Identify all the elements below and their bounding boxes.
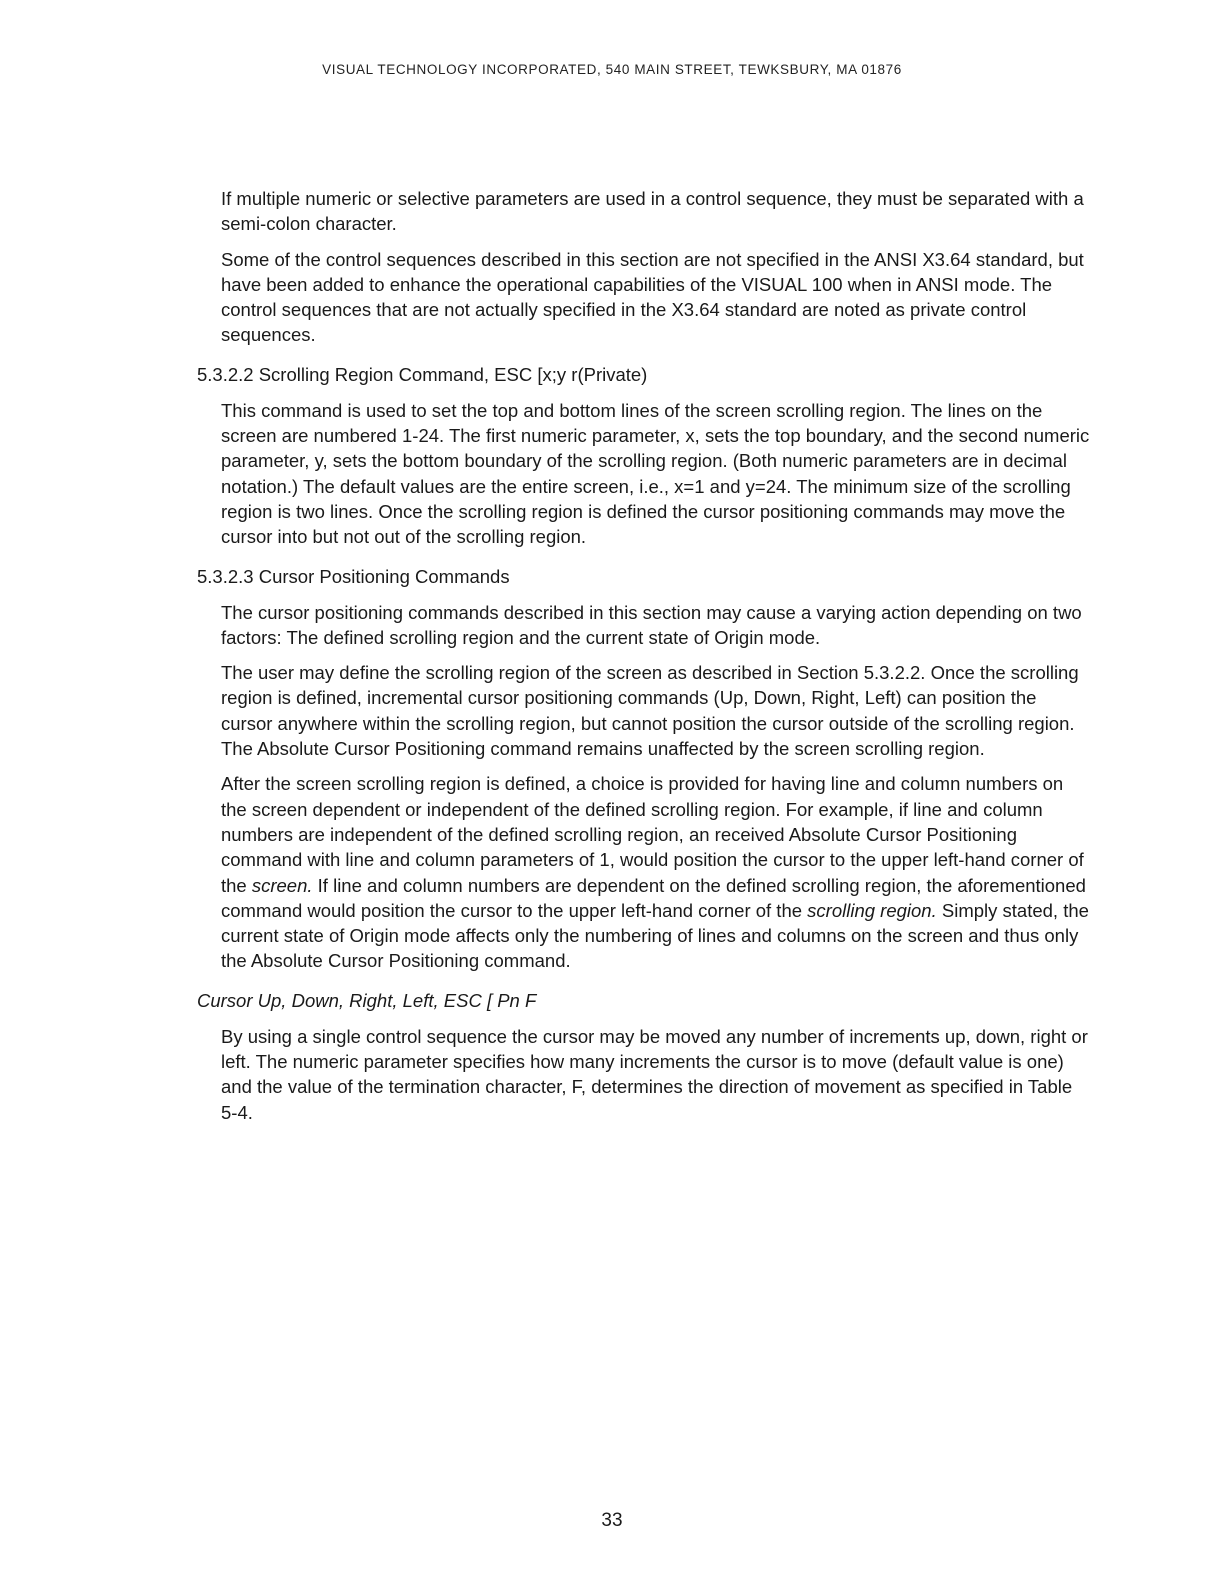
emphasis-scrolling-region: scrolling region.	[807, 899, 937, 921]
paragraph-private-sequences: Some of the control sequences described in this section are not specified in the ANSI X3.64 standard, but have been added to enhance the operational capabilities of the VISUAL 100 when in ANSI mode. The control sequences that are not actually specified in the X3.64 standard are noted as private control sequences.	[221, 248, 1084, 346]
origin-mode-text-a: After the screen scrolling region is defined, a choice is provided for having line and column numbers on the screen dependent or independent of the defined scrolling region. For example, if line and column numbers are independent of the defined scrolling region, an received Absolute Cursor Positioning command with line and column parameters of 1, would position the cursor to the upper left-hand corner of the	[221, 773, 1084, 896]
paragraph-separators: If multiple numeric or selective parameters are used in a control sequence, they must be separated with a semi-colon character.	[221, 188, 1084, 235]
origin-mode-text-c: Simply stated, the current state of Origin mode affects only the numbering of lines and columns on the screen and thus only the Absolute Cursor Positioning command.	[221, 899, 1089, 972]
section-heading-scrolling-region: 5.3.2.2 Scrolling Region Command, ESC [x;y r(Private)	[197, 363, 648, 385]
paragraph-cursor-factors: The cursor positioning commands described in this section may cause a varying action depending on two factors: The defined scrolling region and the current state of Origin mode.	[221, 601, 1082, 648]
paragraph-origin-mode	[221, 771, 1091, 973]
origin-mode-text-b: If line and column numbers are dependent on the defined scrolling region, the aforementioned command would position the cursor to the upper left-hand corner of the	[221, 874, 1086, 921]
page-body	[0, 186, 1224, 1135]
paragraph-scrolling-definition: The user may define the scrolling region of the screen as described in Section 5.3.2.2. Once the scrolling region is defined, incremental cursor positioning commands (Up, Down, Right, Left) can position the cursor anywhere within the scrolling region, but cannot position the cursor outside of the scrolling region. The Absolute Cursor Positioning command remains unaffected by the screen scrolling region.	[221, 662, 1079, 760]
paragraph-scrolling-region: This command is used to set the top and bottom lines of the screen scrolling region. The lines on the screen are numbered 1-24. The first numeric parameter, x, sets the top boundary, and the second numeric parameter, y, sets the bottom boundary of the scrolling region. (Both numeric parameters are in decimal notation.) The default values are the entire screen, i.e., x=1 and y=24. The minimum size of the scrolling region is two lines. Once the scrolling region is defined the cursor positioning commands may move the cursor into but not out of the scrolling region.	[221, 399, 1090, 548]
page-header: VISUAL TECHNOLOGY INCORPORATED, 540 MAIN STREET, TEWKSBURY, MA 01876	[322, 62, 902, 77]
section-heading-cursor-positioning: 5.3.2.3 Cursor Positioning Commands	[197, 565, 510, 587]
page-number: 33	[601, 1510, 623, 1531]
paragraph-cursor-moves: By using a single control sequence the cursor may be moved any number of increments up, down, right or left. The numeric parameter specifies how many increments the cursor is to move (default value is one) and the value of the termination character, F, determines the direction of movement as specified in Table 5-4.	[221, 1025, 1088, 1123]
emphasis-screen: screen.	[251, 874, 313, 896]
subheading-cursor-moves: Cursor Up, Down, Right, Left, ESC [ Pn F	[197, 989, 537, 1011]
